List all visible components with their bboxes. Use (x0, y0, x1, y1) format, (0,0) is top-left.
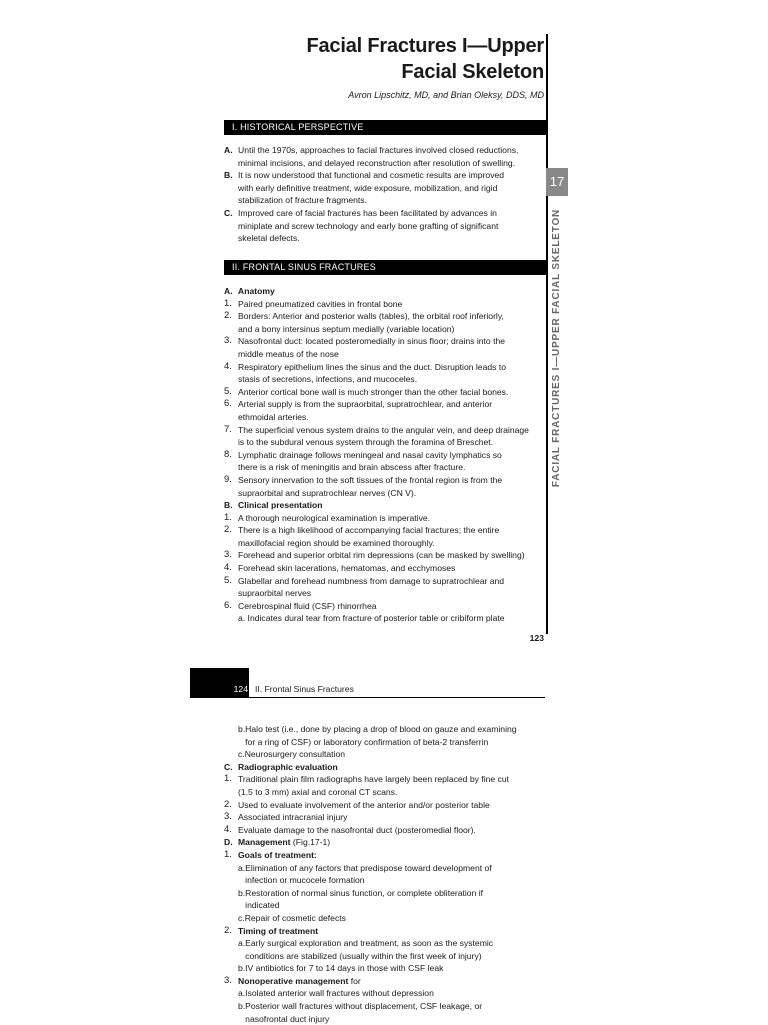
item-line: Forehead and superior orbital rim depressions (can be masked by swelling) (238, 550, 525, 561)
item-label: a. (238, 862, 246, 873)
heading-suffix: for (348, 975, 361, 986)
item-label: a. (238, 938, 246, 949)
item-text (245, 912, 346, 925)
item-text (238, 449, 502, 474)
heading-label: D. (224, 837, 233, 848)
heading-text (238, 285, 275, 298)
item-label: 5. (224, 574, 232, 586)
item-label: 1. (224, 297, 232, 309)
list-item (224, 524, 554, 549)
item-text (238, 600, 377, 613)
heading-title: Timing of treatment (238, 925, 319, 936)
list-item (224, 169, 554, 207)
item-line: there is a risk of meningitis and brain abscess after fracture. (238, 462, 466, 473)
list-item (224, 912, 554, 925)
subsubsection-heading (224, 925, 554, 938)
heading-text (238, 499, 323, 512)
item-line: Traditional plain film radiographs have largely been replaced by fine cut (238, 774, 510, 785)
list-item (224, 1000, 554, 1025)
list-item (224, 310, 554, 335)
heading-label: C. (224, 761, 233, 772)
list-item (224, 562, 554, 575)
list-item (224, 386, 554, 399)
item-label: 2. (224, 310, 232, 322)
item-text (238, 335, 505, 360)
heading-text (238, 761, 338, 774)
section-frontal-sinus-body (224, 285, 554, 625)
item-text (245, 748, 345, 761)
item-text (238, 144, 518, 169)
item-line: supraorbital nerves (238, 588, 312, 599)
item-label: C. (224, 207, 233, 218)
item-text (238, 799, 490, 812)
heading-label: 1. (224, 848, 232, 860)
item-line: Lymphatic drainage follows meningeal and nasal cavity lymphatics so (238, 449, 502, 460)
heading-suffix: (Fig.17-1) (290, 837, 331, 848)
list-item (224, 937, 554, 962)
list-item (224, 398, 554, 423)
item-text (238, 298, 402, 311)
item-line: Sensory innervation to the soft tissues of the frontal region is from the (238, 474, 503, 485)
item-line: miniplate and screw technology and early bone grafting of significant (238, 220, 499, 231)
item-label: 4. (224, 823, 232, 835)
item-text (238, 398, 492, 423)
item-line: Improved care of facial fractures has been facilitated by advances in (238, 207, 497, 218)
heading-text (238, 975, 361, 988)
item-line: conditions are stabilized (usually within the first week of injury) (245, 950, 482, 961)
item-text (238, 524, 499, 549)
list-item (224, 987, 554, 1000)
item-line: middle meatus of the nose (238, 348, 339, 359)
item-label: 6. (224, 599, 232, 611)
list-item (224, 575, 554, 600)
section-heading-historical: I. HISTORICAL PERSPECTIVE (224, 120, 546, 135)
list-item (224, 512, 554, 525)
item-line: infection or mucocele formation (245, 875, 365, 886)
section-heading-frontal-sinus: II. FRONTAL SINUS FRACTURES (224, 260, 546, 275)
item-text (245, 887, 483, 912)
item-label: 4. (224, 360, 232, 372)
chapter-title-line2: Facial Skeleton (401, 61, 544, 83)
item-line: stasis of secretions, infections, and mucoceles. (238, 374, 418, 385)
heading-title: Radiographic evaluation (238, 761, 338, 772)
subsubsection-heading (224, 975, 554, 988)
item-label: 9. (224, 473, 232, 485)
item-line: Used to evaluate involvement of the anterior and/or posterior table (238, 799, 490, 810)
item-line: ethmoidal arteries. (238, 411, 309, 422)
item-line: for a ring of CSF) or laboratory confirmation of beta-2 transferrin (245, 736, 489, 747)
item-text (238, 575, 504, 600)
list-item (224, 773, 554, 798)
item-line: and a bony intersinus septum medially (variable location) (238, 323, 455, 334)
section-historical-body (224, 144, 554, 245)
heading-title: Goals of treatment: (238, 849, 317, 860)
item-text (238, 361, 506, 386)
item-text (238, 386, 508, 399)
subsection-heading (224, 761, 554, 774)
list-item (224, 811, 554, 824)
item-line: Until the 1970s, approaches to facial fractures involved closed reductions, (238, 145, 519, 155)
item-line: skeletal defects. (238, 233, 300, 244)
item-label: 1. (224, 511, 232, 523)
item-line: There is a high likelihood of accompanying facial fractures; the entire (238, 525, 500, 536)
list-item (224, 962, 554, 975)
heading-title: Nonoperative management (238, 975, 349, 986)
item-text (245, 937, 493, 962)
heading-title: Anatomy (238, 286, 275, 296)
list-item (224, 723, 554, 748)
item-label: 3. (224, 811, 232, 823)
list-item (224, 748, 554, 761)
item-text (245, 962, 443, 975)
running-header-page-number: 124 (233, 684, 248, 694)
item-line: is to the subdural venous system through the foramina of Breschet. (238, 437, 494, 448)
item-line: The superficial venous system drains to the angular vein, and deep drainage (238, 424, 529, 435)
heading-title: Clinical presentation (238, 500, 323, 511)
item-line: Associated intracranial injury (238, 812, 348, 823)
heading-text (238, 925, 318, 938)
chapter-title (306, 33, 544, 85)
authors: Avron Lipschitz, MD, and Brian Oleksy, DDS, MD (348, 90, 544, 100)
item-text (238, 207, 498, 245)
item-label: a. (238, 988, 246, 999)
item-text (245, 1000, 482, 1025)
list-item (224, 361, 554, 386)
item-text (238, 824, 476, 837)
item-line: Early surgical exploration and treatment, as soon as the systemic (245, 938, 494, 949)
item-line: Evaluate damage to the nasofrontal duct (posteromedial floor). (238, 824, 476, 835)
subsubsection-heading (224, 849, 554, 862)
item-line: Anterior cortical bone wall is much stronger than the other facial bones. (238, 386, 509, 397)
item-text (245, 862, 492, 887)
item-label: 2. (224, 798, 232, 810)
item-line: Cerebrospinal fluid (CSF) rhinorrhea (238, 600, 377, 611)
list-item (224, 144, 554, 169)
list-item (224, 335, 554, 360)
item-line: Respiratory epithelium lines the sinus and the duct. Disruption leads to (238, 361, 506, 372)
subsection-heading (224, 285, 554, 298)
list-item (224, 600, 554, 613)
item-label: 3. (224, 549, 232, 561)
item-label: 2. (224, 524, 232, 536)
item-label: A. (224, 145, 233, 155)
heading-label: 2. (224, 924, 232, 936)
side-running-title: FACIAL FRACTURES I—UPPER FACIAL SKELETON (551, 208, 562, 488)
chapter-title-line1: Facial Fractures I—Upper (306, 35, 544, 57)
page-number: 123 (529, 633, 544, 643)
item-line: It is now understood that functional and cosmetic results are improved (238, 170, 505, 181)
item-line: indicated (245, 900, 280, 911)
item-line: Elimination of any factors that predispose toward development of (245, 862, 492, 873)
item-text (238, 773, 509, 798)
list-item (224, 207, 554, 245)
chapter-number-tab: 17 (546, 168, 568, 196)
item-label: c. (238, 912, 245, 923)
list-item (224, 298, 554, 311)
item-label: 5. (224, 385, 232, 397)
item-line: Restoration of normal sinus function, or complete obliteration if (245, 887, 484, 898)
heading-title: Management (238, 837, 291, 848)
item-text (238, 562, 455, 575)
subsection-heading (224, 499, 554, 512)
item-line: supraorbital and supratrochlear nerves (CN V). (238, 487, 417, 498)
item-label: 6. (224, 398, 232, 410)
heading-label: 3. (224, 974, 232, 986)
item-line: stabilization of fracture fragments. (238, 195, 367, 206)
list-item (224, 449, 554, 474)
item-label: b. (238, 963, 246, 974)
item-line: minimal incisions, and delayed reconstruction after resolution of swelling. (238, 157, 516, 168)
item-line: Isolated anterior wall fractures without depression (245, 988, 434, 999)
item-line: Nasofrontal duct: located posteromedially in sinus floor; drains into the (238, 336, 506, 347)
item-text (238, 811, 347, 824)
item-line: Arterial supply is from the supraorbital, supratrochlear, and anterior (238, 399, 493, 410)
item-label: c. (238, 749, 245, 760)
list-item (224, 887, 554, 912)
item-text (238, 310, 504, 335)
list-item (224, 549, 554, 562)
item-label: b. (238, 887, 246, 898)
item-line: maxillofacial region should be examined thoroughly. (238, 537, 435, 548)
item-line: Neurosurgery consultation (244, 749, 346, 760)
item-line: Repair of cosmetic defects (244, 912, 346, 923)
item-line: Glabellar and forehead numbness from damage to supratrochlear and (238, 575, 505, 586)
item-label: 1. (224, 773, 232, 785)
item-line: Posterior wall fractures without displacement, CSF leakage, or (245, 1001, 483, 1012)
heading-label: A. (224, 286, 233, 296)
running-header-rule (190, 697, 545, 698)
item-text (245, 723, 516, 748)
running-header-title: II. Frontal Sinus Fractures (255, 684, 354, 694)
item-text (238, 512, 430, 525)
item-text (238, 424, 529, 449)
list-item (224, 799, 554, 812)
item-text (238, 549, 525, 562)
heading-text (238, 836, 330, 849)
item-label: 7. (224, 423, 232, 435)
item-line: nasofrontal duct injury (245, 1013, 330, 1024)
heading-text (238, 849, 317, 862)
item-text (238, 169, 504, 207)
item-text (238, 474, 502, 499)
item-line: IV antibiotics for 7 to 14 days in those with CSF leak (245, 963, 444, 974)
item-label: b. (238, 724, 246, 734)
list-item (224, 862, 554, 887)
item-label: 4. (224, 562, 232, 574)
heading-label: B. (224, 500, 233, 511)
item-line: with early definitive treatment, wide exposure, mobilization, and rigid (238, 182, 498, 193)
item-line: A thorough neurological examination is imperative. (238, 512, 431, 523)
item-line: Halo test (i.e., done by placing a drop of blood on gauze and examining (245, 724, 517, 734)
list-item (224, 474, 554, 499)
item-line: Forehead skin lacerations, hematomas, and ecchymoses (238, 563, 456, 574)
item-label: 3. (224, 335, 232, 347)
page2-body (224, 723, 554, 1025)
list-item (224, 424, 554, 449)
list-item (224, 824, 554, 837)
item-text (245, 987, 434, 1000)
list-item: a. Indicates dural tear from fracture of posterior table or cribiform plate (238, 613, 505, 624)
item-line: Borders: Anterior and posterior walls (tables), the orbital roof inferiorly, (238, 311, 504, 322)
item-label: B. (224, 170, 233, 181)
subsection-heading (224, 836, 554, 849)
item-line: Paired pneumatized cavities in frontal bone (238, 298, 403, 309)
item-label: 8. (224, 448, 232, 460)
item-label: b. (238, 1001, 246, 1012)
item-line: (1.5 to 3 mm) axial and coronal CT scans. (238, 786, 398, 797)
